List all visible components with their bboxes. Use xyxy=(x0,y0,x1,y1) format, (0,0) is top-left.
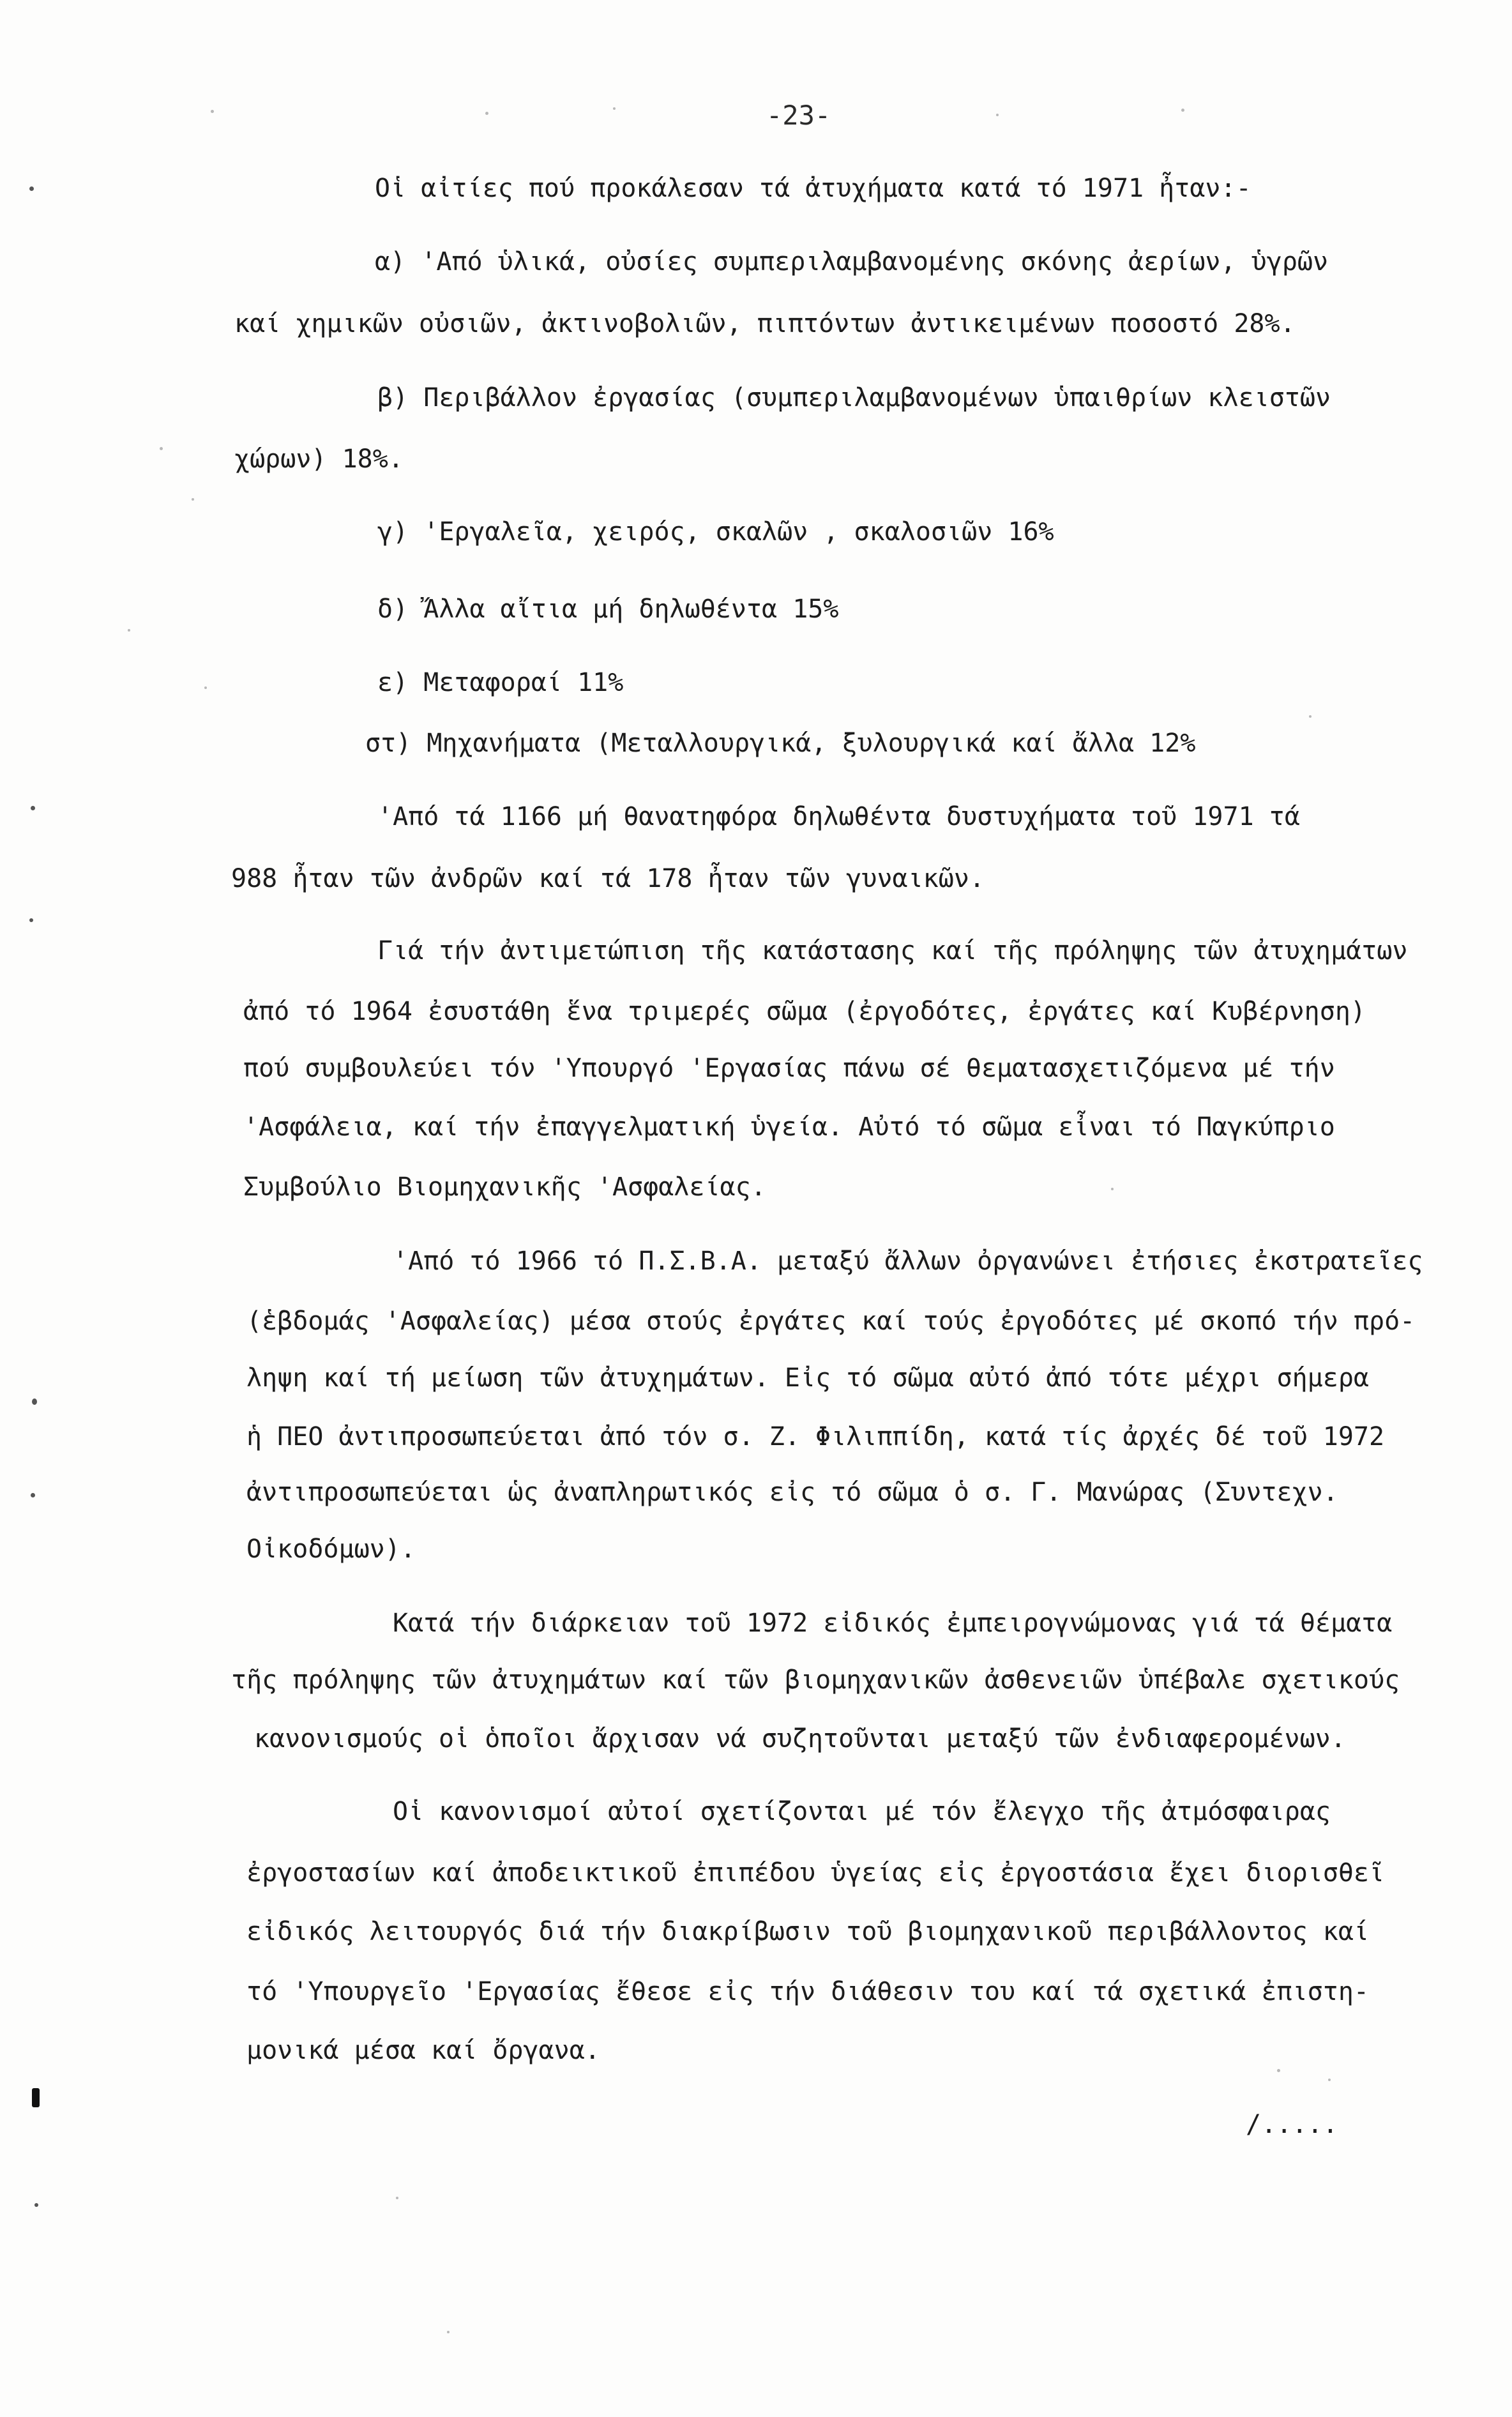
paragraph-line: Οἱ κανονισμοί αὐτοί σχετίζονται μέ τόν ἔλεγχο τῆς ἀτμόσφαιρας xyxy=(393,1797,1331,1826)
paragraph-line: 'Ασφάλεια, καί τήν ἐπαγγελματική ὑγεία. Αὐτό τό σῶμα εἶναι τό Παγκύπριο xyxy=(243,1112,1335,1142)
scan-speck xyxy=(34,2203,38,2207)
causes-heading: Οἱ αἰτίες πού προκάλεσαν τά ἀτυχήματα κατά τό 1971 ἦταν:- xyxy=(375,174,1251,203)
cause-item-c: γ) 'Εργαλεῖα, χειρός, σκαλῶν , σκαλοσιῶν 16% xyxy=(377,517,1054,547)
scan-speck xyxy=(1277,2069,1280,2072)
paragraph-line: μονικά μέσα καί ὄργανα. xyxy=(246,2036,600,2065)
paragraph-line: κανονισμούς οἱ ὁποῖοι ἄρχισαν νά συζητοῦνται μεταξύ τῶν ἐνδιαφερομένων. xyxy=(254,1724,1346,1754)
continuation-mark: /..... xyxy=(1246,2110,1338,2139)
paragraph-line: τό 'Υπουργεῖο 'Εργασίας ἔθεσε εἰς τήν διάθεσιν του καί τά σχετικά ἐπιστη- xyxy=(246,1977,1369,2006)
paragraph-line: ἡ ΠΕΟ ἀντιπροσωπεύεται ἀπό τόν σ. Ζ. Φιλιππίδη, κατά τίς ἀρχές δέ τοῦ 1972 xyxy=(246,1422,1385,1451)
scan-speck xyxy=(31,806,35,810)
paragraph-line: ἐργοστασίων καί ἀποδεικτικοῦ ἐπιπέδου ὑγείας εἰς ἐργοστάσια ἔχει διορισθεῖ xyxy=(246,1858,1385,1888)
paragraph-line: 'Από τό 1966 τό Π.Σ.Β.Α. μεταξύ ἄλλων ὀργανώνει ἐτήσιες ἐκστρατεῖες xyxy=(393,1246,1423,1276)
paragraph-line: ἀντιπροσωπεύεται ὡς ἀναπληρωτικός εἰς τό σῶμα ὁ σ. Γ. Μανώρας (Συντεχν. xyxy=(246,1478,1338,1507)
paragraph-line: Κατά τήν διάρκειαν τοῦ 1972 εἰδικός ἐμπειρογνώμονας γιά τά θέματα xyxy=(393,1609,1393,1638)
cause-item-e: ε) Μεταφοραί 11% xyxy=(377,668,624,697)
paragraph-line: (ἑβδομάς 'Ασφαλείας) μέσα στούς ἐργάτες καί τούς ἐργοδότες μέ σκοπό τήν πρό- xyxy=(246,1307,1416,1336)
scan-speck xyxy=(1181,109,1184,112)
scan-speck xyxy=(1328,2079,1331,2081)
scan-speck xyxy=(211,110,214,113)
scan-speck xyxy=(204,686,207,689)
cause-item-b-line-1: β) Περιβάλλον ἐργασίας (συμπεριλαμβανομένων ὑπαιθρίων κλειστῶν xyxy=(377,383,1331,413)
cause-item-a-line-1: α) 'Από ὑλικά, οὐσίες συμπεριλαμβανομένης σκόνης ἀερίων, ὑγρῶν xyxy=(375,247,1329,277)
scan-speck xyxy=(996,114,999,116)
paragraph-line: πού συμβουλεύει τόν 'Υπουργό 'Εργασίας πάνω σέ θεματασχετιζόμενα μέ τήν xyxy=(243,1054,1335,1083)
scan-speck xyxy=(447,2331,450,2333)
paragraph-line: 'Από τά 1166 μή θανατηφόρα δηλωθέντα δυστυχήματα τοῦ 1971 τά xyxy=(377,802,1300,831)
scan-speck xyxy=(1309,715,1312,718)
scan-speck xyxy=(396,2197,398,2199)
paragraph-line: Οἰκοδόμων). xyxy=(246,1534,416,1564)
scan-speck xyxy=(128,629,130,632)
paragraph-line: Συμβούλιο Βιομηχανικῆς 'Ασφαλείας. xyxy=(243,1172,766,1202)
cause-item-a-line-2: καί χημικῶν οὐσιῶν, ἀκτινοβολιῶν, πιπτόντων ἀντικειμένων ποσοστό 28%. xyxy=(234,309,1296,338)
scan-speck xyxy=(29,186,34,191)
cause-item-d: δ) Ἄλλα αἴτια μή δηλωθέντα 15% xyxy=(377,595,839,624)
scan-speck xyxy=(31,1493,35,1497)
scan-blob xyxy=(32,2088,40,2107)
cause-item-b-line-2: χώρων) 18%. xyxy=(234,444,404,474)
scan-speck xyxy=(485,112,488,115)
page-number: -23- xyxy=(766,100,831,131)
paragraph-line: τῆς πρόληψης τῶν ἀτυχημάτων καί τῶν βιομηχανικῶν ἀσθενειῶν ὑπέβαλε σχετικούς xyxy=(231,1665,1400,1695)
paragraph-line: Γιά τήν ἀντιμετώπιση τῆς κατάστασης καί τῆς πρόληψης τῶν ἀτυχημάτων xyxy=(377,936,1408,966)
paragraph-line: 988 ἦταν τῶν ἀνδρῶν καί τά 178 ἦταν τῶν γυναικῶν. xyxy=(231,864,985,893)
scan-speck xyxy=(160,447,163,450)
paragraph-line: ληψη καί τή μείωση τῶν ἀτυχημάτων. Εἰς τό σῶμα αὐτό ἀπό τότε μέχρι σήμερα xyxy=(246,1363,1369,1393)
scan-speck xyxy=(29,918,33,922)
paragraph-line: ἀπό τό 1964 ἐσυστάθη ἕνα τριμερές σῶμα (ἐργοδότες, ἐργάτες καί Κυβέρνηση) xyxy=(243,997,1366,1026)
scan-speck xyxy=(613,107,616,110)
scan-speck xyxy=(32,1398,37,1405)
paragraph-line: εἰδικός λειτουργός διά τήν διακρίβωσιν τοῦ βιομηχανικοῦ περιβάλλοντος καί xyxy=(246,1917,1369,1946)
scan-speck xyxy=(1111,1188,1114,1190)
cause-item-st: στ) Μηχανήματα (Μεταλλουργικά, ξυλουργικά καί ἄλλα 12% xyxy=(365,729,1196,758)
scan-speck xyxy=(192,498,194,501)
